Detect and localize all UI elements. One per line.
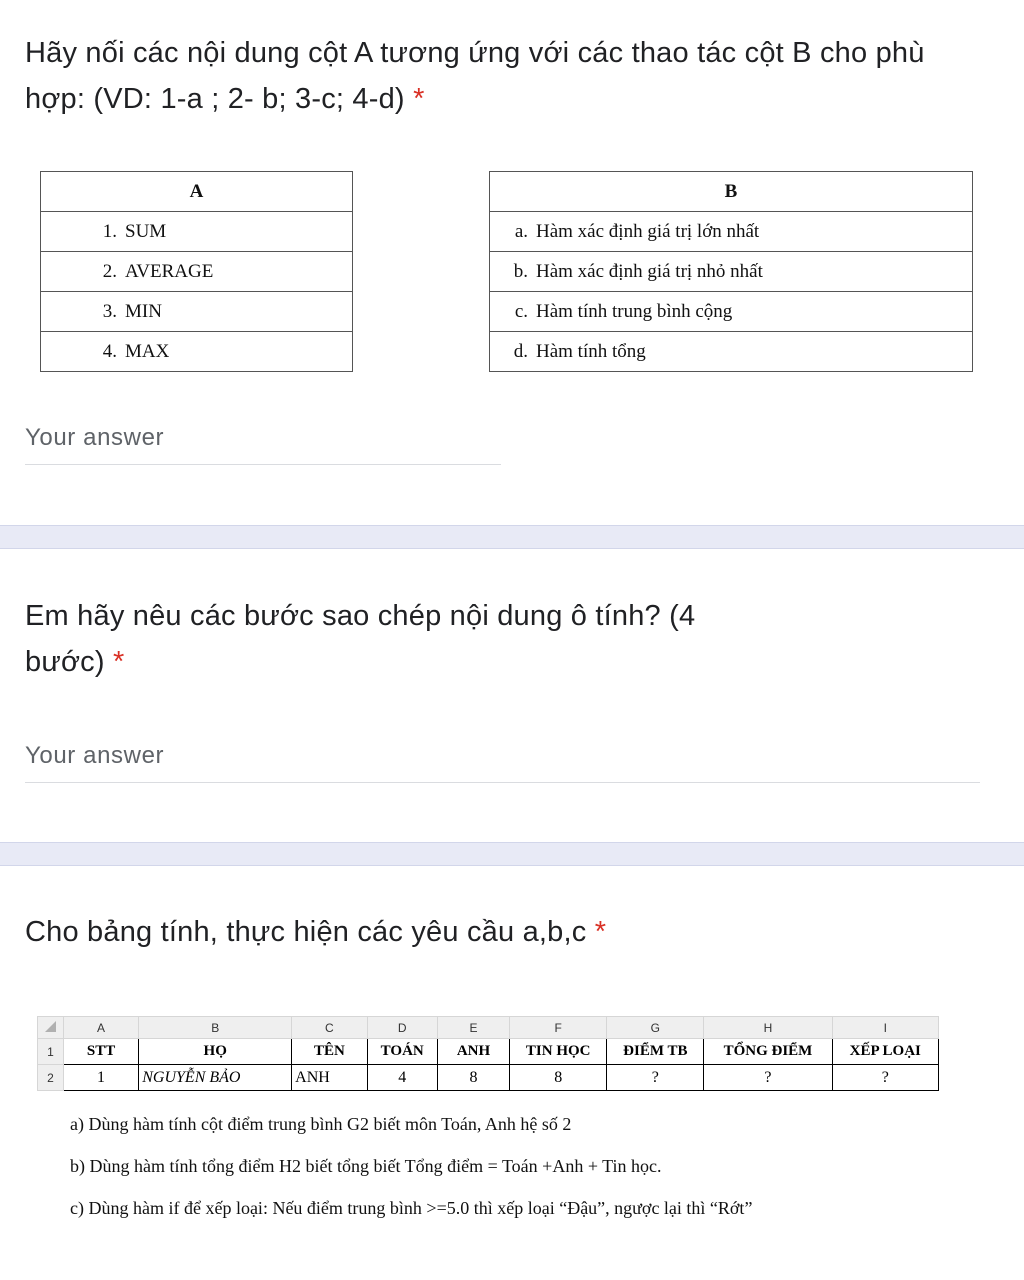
question-3-text: Cho bảng tính, thực hiện các yêu cầu a,b,c bbox=[25, 916, 587, 948]
sheet-col-header: F bbox=[510, 1017, 607, 1039]
required-asterisk: * bbox=[413, 83, 425, 115]
question-2-text-line1: Em hãy nêu các bước sao chép nội dung ô tính? (4 bbox=[25, 600, 696, 632]
question-2-answer-input[interactable]: Your answer bbox=[25, 742, 165, 769]
sheet-cell: TIN HỌC bbox=[510, 1039, 607, 1065]
table-column-b bbox=[489, 171, 973, 372]
sheet-cell: XẾP LOẠI bbox=[832, 1039, 938, 1065]
sheet-row-header: 1 bbox=[38, 1039, 64, 1065]
sheet-col-header: H bbox=[704, 1017, 832, 1039]
sheet-cell: STT bbox=[63, 1039, 138, 1065]
table-b-header: B bbox=[490, 172, 973, 212]
required-asterisk: * bbox=[112, 646, 125, 678]
question-1-answer-underline bbox=[25, 464, 501, 465]
table-b-row: d. Hàm tính tổng bbox=[490, 332, 973, 372]
table-a-row: 1. SUM bbox=[41, 212, 353, 252]
table-b-row: b. Hàm xác định giá trị nhỏ nhất bbox=[490, 252, 973, 292]
sheet-cell: ? bbox=[832, 1065, 938, 1091]
sheet-cell: ? bbox=[704, 1065, 832, 1091]
section-divider bbox=[0, 842, 1024, 866]
table-a-row: 3. MIN bbox=[41, 292, 353, 332]
requirement-b: b) Dùng hàm tính tổng điểm H2 biết tổng biết Tổng điểm = Toán +Anh + Tin học. bbox=[70, 1156, 662, 1176]
sheet-col-header: I bbox=[832, 1017, 938, 1039]
table-b-row: a. Hàm xác định giá trị lớn nhất bbox=[490, 212, 973, 252]
sheet-cell: 8 bbox=[437, 1065, 509, 1091]
sheet-cell: 1 bbox=[63, 1065, 138, 1091]
table-a-row: 2. AVERAGE bbox=[41, 252, 353, 292]
section-divider bbox=[0, 525, 1024, 549]
sheet-cell: TỔNG ĐIỂM bbox=[704, 1039, 832, 1065]
sheet-cell: ? bbox=[607, 1065, 704, 1091]
question-2-text-line2: bước) bbox=[25, 646, 105, 678]
question-2-answer-underline bbox=[25, 782, 980, 783]
sheet-cell: ĐIỂM TB bbox=[607, 1039, 704, 1065]
table-b-row: c. Hàm tính trung bình cộng bbox=[490, 292, 973, 332]
requirement-c: c) Dùng hàm if để xếp loại: Nếu điểm trung bình >=5.0 thì xếp loại “Đậu”, ngược lại thì “Rớt” bbox=[70, 1198, 753, 1218]
sheet-col-header: C bbox=[292, 1017, 367, 1039]
sheet-col-header: D bbox=[367, 1017, 437, 1039]
sheet-row-header: 2 bbox=[38, 1065, 64, 1091]
question-1-answer-input[interactable]: Your answer bbox=[25, 424, 165, 451]
required-asterisk: * bbox=[594, 916, 607, 948]
sheet-col-header: E bbox=[437, 1017, 509, 1039]
sheet-cell: TÊN bbox=[292, 1039, 367, 1065]
question-3-title bbox=[25, 909, 985, 955]
requirement-a: a) Dùng hàm tính cột điểm trung bình G2 biết môn Toán, Anh hệ số 2 bbox=[70, 1114, 572, 1134]
sheet-cell: NGUYỄN BẢO bbox=[139, 1065, 292, 1091]
sheet-cell: 8 bbox=[510, 1065, 607, 1091]
question-1-text: Hãy nối các nội dung cột A tương ứng với các thao tác cột B cho phù hợp: (VD: 1-a ; 2- b; 3-c; 4-d) bbox=[25, 37, 925, 115]
table-a-header: A bbox=[41, 172, 353, 212]
sheet-corner bbox=[38, 1017, 64, 1039]
sheet-col-header: G bbox=[607, 1017, 704, 1039]
sheet-cell: TOÁN bbox=[367, 1039, 437, 1065]
question-1-title bbox=[25, 30, 985, 122]
sheet-col-header: A bbox=[63, 1017, 138, 1039]
question-2-title bbox=[25, 593, 985, 685]
sheet-col-header: B bbox=[139, 1017, 292, 1039]
spreadsheet-image bbox=[37, 1016, 939, 1091]
sheet-cell: 4 bbox=[367, 1065, 437, 1091]
table-column-a bbox=[40, 171, 353, 372]
table-a-row: 4. MAX bbox=[41, 332, 353, 372]
sheet-cell: ANH bbox=[437, 1039, 509, 1065]
sheet-cell: HỌ bbox=[139, 1039, 292, 1065]
sheet-cell: ANH bbox=[292, 1065, 367, 1091]
